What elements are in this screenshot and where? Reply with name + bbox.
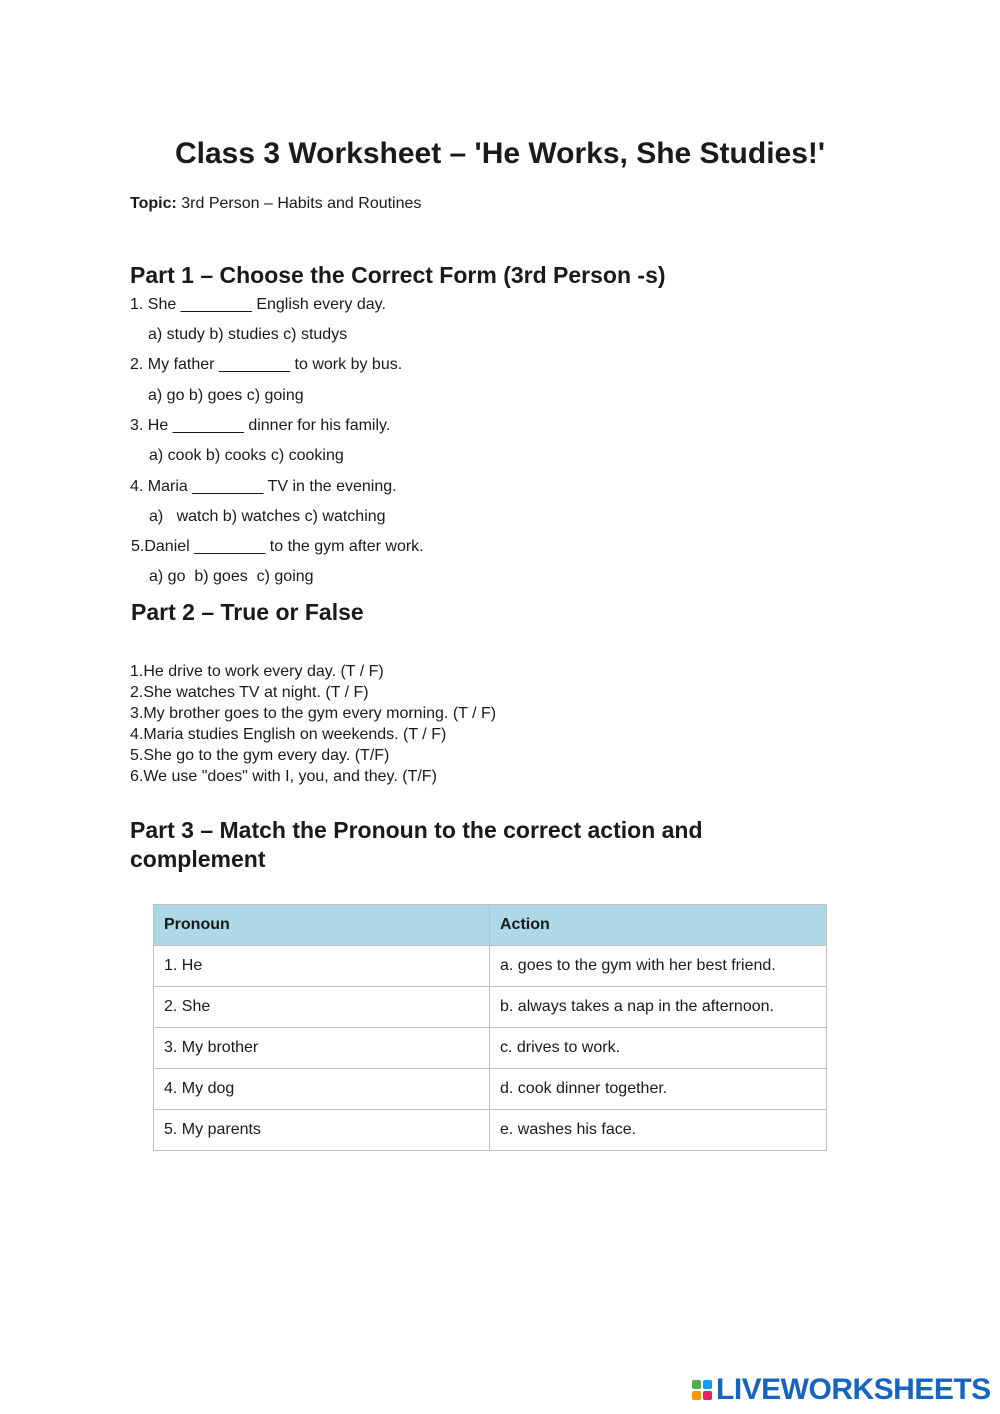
part1-question-2: 2. My father ________ to work by bus.	[130, 356, 403, 373]
table-row	[154, 946, 827, 987]
logo-square-2	[703, 1380, 712, 1389]
part3-heading-continued: complement	[130, 846, 266, 872]
action-cell: c. drives to work.	[490, 1028, 827, 1069]
true-false-item: 2.She watches TV at night. (T / F)	[130, 684, 369, 701]
part2-heading: Part 2 – True or False	[131, 599, 364, 625]
part1-options-3: a) cook b) cooks c) cooking	[149, 447, 344, 464]
pronoun-cell: 2. She	[154, 987, 490, 1028]
table-row	[154, 1028, 827, 1069]
action-cell: e. washes his face.	[490, 1110, 827, 1151]
true-false-item: 3.My brother goes to the gym every morning. (T / F)	[130, 705, 497, 722]
true-false-list	[130, 661, 496, 787]
part1-options-1: a) study b) studies c) studys	[148, 326, 348, 343]
true-false-item: 1.He drive to work every day. (T / F)	[130, 663, 384, 680]
true-false-item: 4.Maria studies English on weekends. (T / F)	[130, 726, 447, 743]
pronoun-cell: 4. My dog	[154, 1069, 490, 1110]
topic-label: Topic:	[130, 195, 177, 212]
liveworksheets-logo-icon	[692, 1380, 712, 1400]
worksheet-title: Class 3 Worksheet – 'He Works, She Studies!'	[174, 137, 826, 170]
topic-value: 3rd Person – Habits and Routines	[181, 195, 422, 212]
part1-options-2: a) go b) goes c) going	[148, 387, 304, 404]
action-cell: b. always takes a nap in the afternoon.	[490, 987, 827, 1028]
liveworksheets-logo-text: LIVEWORKSHEETS	[716, 1373, 991, 1406]
action-cell: d. cook dinner together.	[490, 1069, 827, 1110]
table-row	[154, 987, 827, 1028]
table-row	[154, 1069, 827, 1110]
action-cell: a. goes to the gym with her best friend.	[490, 946, 827, 987]
topic-line	[130, 194, 421, 214]
part1-question-1: 1. She ________ English every day.	[130, 296, 386, 313]
true-false-item: 5.She go to the gym every day. (T/F)	[130, 747, 390, 764]
logo-square-3	[692, 1391, 701, 1400]
pronoun-cell: 3. My brother	[154, 1028, 490, 1069]
part1-question-3: 3. He ________ dinner for his family.	[130, 417, 391, 434]
logo-square-4	[703, 1391, 712, 1400]
table-row	[154, 1110, 827, 1151]
part1-question-4: 4. Maria ________ TV in the evening.	[130, 478, 397, 495]
part1-options-5: a) go b) goes c) going	[149, 568, 314, 585]
part1-heading: Part 1 – Choose the Correct Form (3rd Person -s)	[130, 262, 666, 288]
logo-square-1	[692, 1380, 701, 1389]
pronoun-cell: 5. My parents	[154, 1110, 490, 1151]
liveworksheets-logo[interactable]	[692, 1372, 991, 1408]
part1-options-4: a) watch b) watches c) watching	[149, 508, 386, 525]
column-header-action: Action	[490, 905, 827, 946]
matching-table	[153, 904, 827, 1151]
table-header-row	[154, 905, 827, 946]
part3-heading: Part 3 – Match the Pronoun to the correct action and	[130, 817, 703, 843]
pronoun-cell: 1. He	[154, 946, 490, 987]
column-header-pronoun: Pronoun	[154, 905, 490, 946]
part1-question-5: 5.Daniel ________ to the gym after work.	[131, 538, 424, 555]
true-false-item: 6.We use "does" with I, you, and they. (T/F)	[130, 768, 437, 785]
